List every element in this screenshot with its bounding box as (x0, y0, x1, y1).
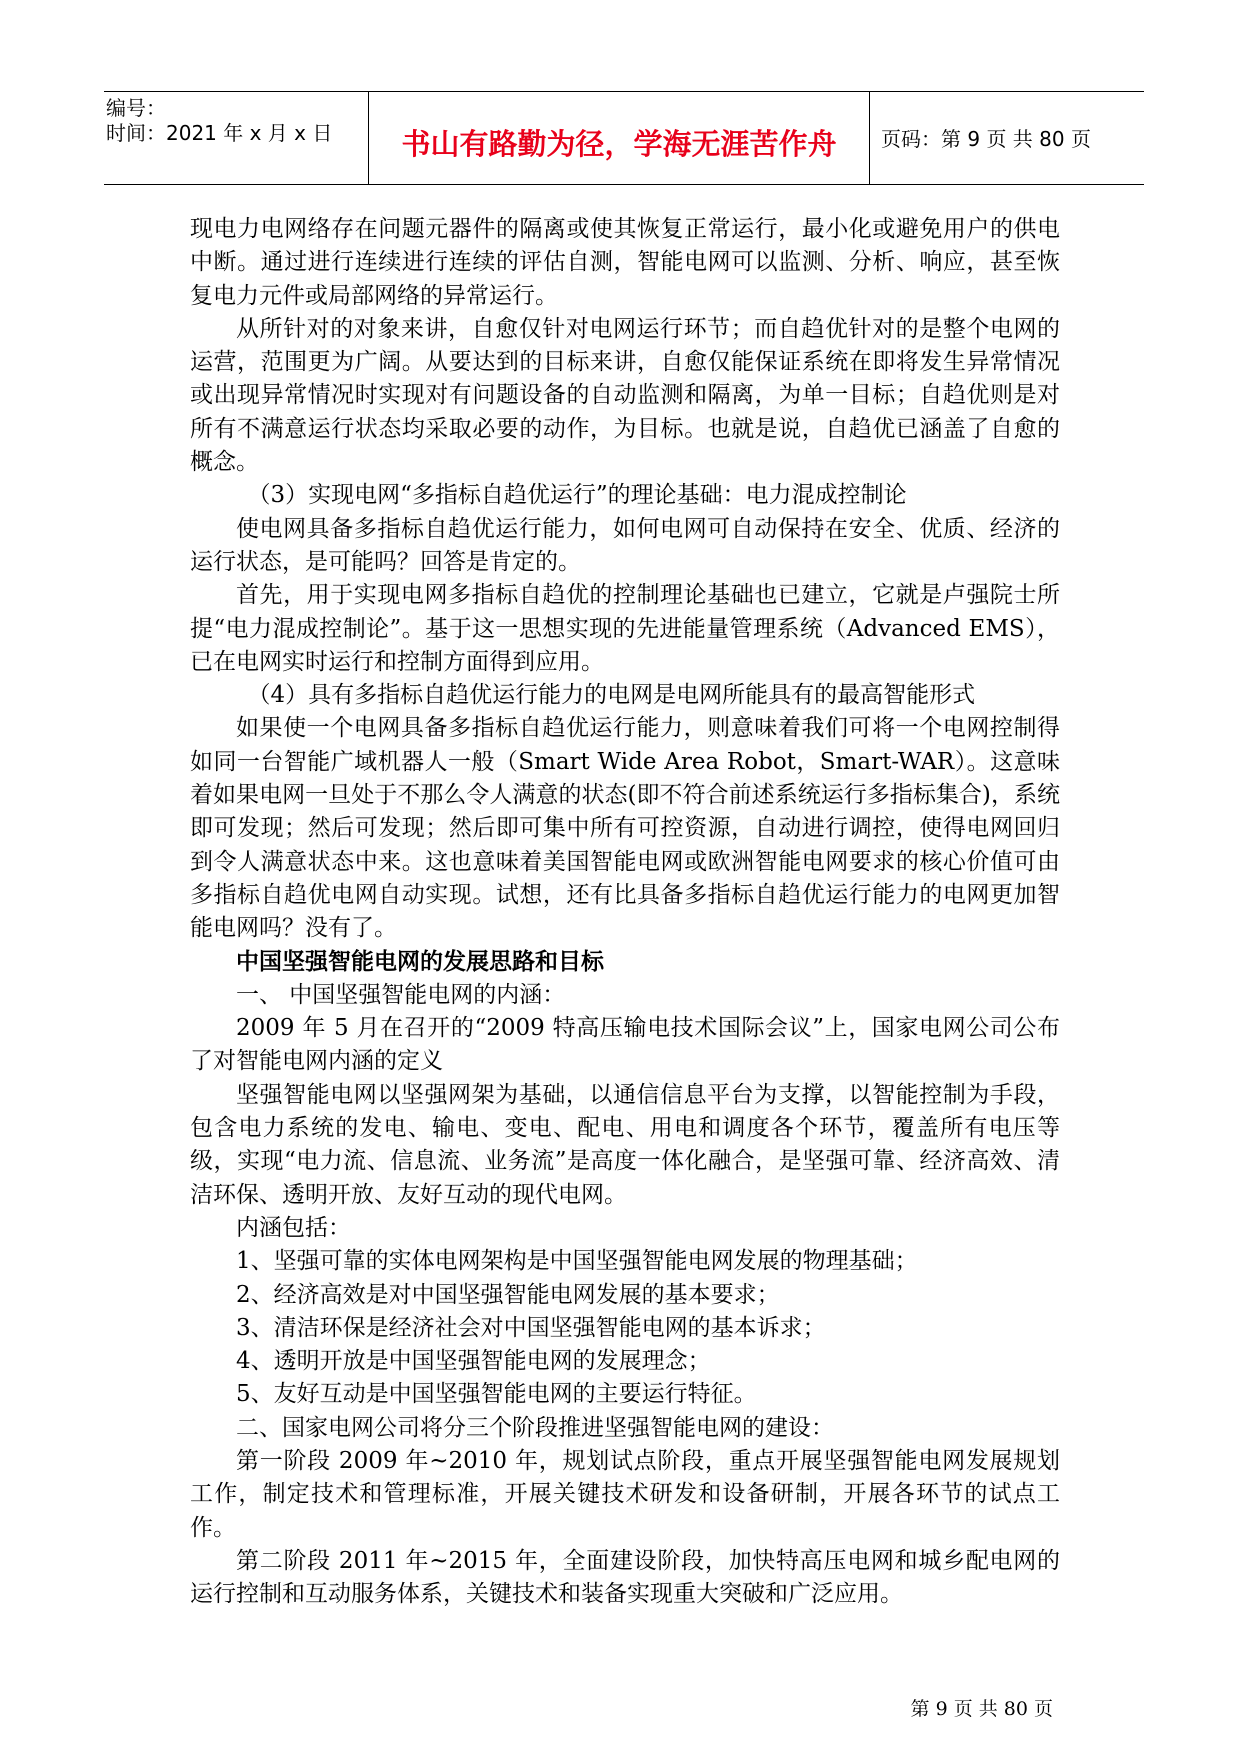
body-paragraph: （4）具有多指标自趋优运行能力的电网是电网所能具有的最高智能形式 (247, 682, 976, 709)
section-heading: 中国坚强智能电网的发展思路和目标 (236, 948, 604, 975)
header-page-label: 页码：第 9 页 共 80 页 (881, 127, 1091, 151)
body-paragraph: 3、清洁环保是经济社会对中国坚强智能电网的基本诉求； (236, 1314, 826, 1341)
header-left-cell (104, 92, 369, 184)
document-header (104, 91, 1144, 185)
body-paragraph: 2009 年 5 月在召开的“2009 特高压输电技术国际会议”上，国家电网公司公布了对智能电网内涵的定义 (190, 1015, 1060, 1075)
body-paragraph: （3）实现电网“多指标自趋优运行”的理论基础：电力混成控制论 (247, 482, 907, 509)
body-paragraph: 内涵包括： (236, 1214, 351, 1241)
document-time-label: 时间：2021 年 x 月 x 日 (106, 121, 333, 145)
body-paragraph: 第一阶段 2009 年~2010 年，规划试点阶段，重点开展坚强智能电网发展规划工作，制定技术和管理标准，开展关键技术研发和设备研制，开展各环节的试点工作。 (190, 1447, 1060, 1541)
body-paragraph: 5、友好互动是中国坚强智能电网的主要运行特征。 (236, 1381, 757, 1408)
body-paragraph: 现电力电网络存在问题元器件的隔离或使其恢复正常运行，最小化或避免用户的供电中断。通过进行连续进行连续的评估自测，智能电网可以监测、分析、响应，甚至恢复电力元件或局部网络的异常运行。 (190, 216, 1060, 309)
body-paragraph: 2、经济高效是对中国坚强智能电网发展的基本要求； (236, 1281, 780, 1308)
body-paragraph: 首先，用于实现电网多指标自趋优的控制理论基础也已建立，它就是卢强院士所提“电力混成控制论”。基于这一思想实现的先进能量管理系统（Advanced EMS），已在电网实时运行和控制方面得到应用。 (190, 582, 1060, 675)
body-paragraph: 1、坚强可靠的实体电网架构是中国坚强智能电网发展的物理基础； (236, 1248, 918, 1275)
body-paragraph: 二、国家电网公司将分三个阶段推进坚强智能电网的建设： (236, 1414, 834, 1441)
header-motto-cell (369, 92, 870, 184)
body-paragraph: 如果使一个电网具备多指标自趋优运行能力，则意味着我们可将一个电网控制得如同一台智能广域机器人一般（Smart Wide Area Robot，Smart-WAR）。这意味着如果电网一旦处于不那么令人满意的状态(即不符合前述系统运行多指标集合)，系统即可发现；然后可发现；然后即可集中所有可控资源，自动进行调控，使得电网回归到令人满意状态中来。这也意味着美国智能电网或欧洲智能电网要求的核心价值可由多指标自趋优电网自动实现。试想，还有比具备多指标自趋优运行能力的电网更加智能电网吗？没有了。 (190, 715, 1060, 942)
header-right-cell (870, 92, 1144, 184)
body-paragraph: 一、 中国坚强智能电网的内涵： (236, 981, 566, 1008)
document-number-label: 编号： (106, 96, 166, 120)
body-paragraph: 坚强智能电网以坚强网架为基础，以通信信息平台为支撑，以智能控制为手段，包含电力系统的发电、输电、变电、配电、用电和调度各个环节，覆盖所有电压等级，实现“电力流、信息流、业务流”是高度一体化融合，是坚强可靠、经济高效、清洁环保、透明开放、友好互动的现代电网。 (190, 1081, 1060, 1208)
body-paragraph: 使电网具备多指标自趋优运行能力，如何电网可自动保持在安全、优质、经济的运行状态，是可能吗？回答是肯定的。 (190, 515, 1060, 575)
body-paragraph: 第二阶段 2011 年~2015 年，全面建设阶段，加快特高压电网和城乡配电网的运行控制和互动服务体系，关键技术和装备实现重大突破和广泛应用。 (190, 1547, 1060, 1608)
body-paragraph: 4、透明开放是中国坚强智能电网的发展理念； (236, 1348, 711, 1375)
header-motto: 书山有路勤为径，学海无涯苦作舟 (401, 127, 837, 161)
document-body (190, 213, 1060, 1611)
page-footer: 第 9 页 共 80 页 (910, 1698, 1053, 1720)
body-paragraph: 从所针对的对象来讲，自愈仅针对电网运行环节；而自趋优针对的是整个电网的运营，范围更为广阔。从要达到的目标来讲，自愈仅能保证系统在即将发生异常情况或出现异常情况时实现对有问题设备的自动监测和隔离，为单一目标；自趋优则是对所有不满意运行状态均采取必要的动作，为目标。也就是说，自趋优已涵盖了自愈的概念。 (190, 315, 1060, 476)
